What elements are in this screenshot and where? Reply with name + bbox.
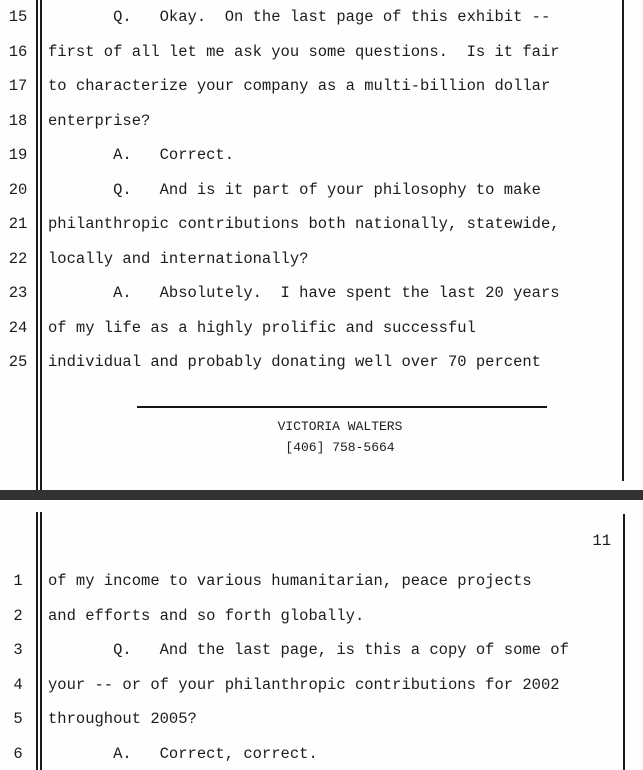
line-number: 1 [13, 572, 23, 590]
line-text: philanthropic contributions both nationally, statewide, [48, 215, 560, 233]
line-text: Q. Okay. On the last page of this exhibit -- [48, 8, 551, 26]
line-number: 21 [8, 215, 28, 233]
line-text: locally and internationally? [48, 249, 309, 268]
line-number: 23 [8, 284, 28, 302]
reporter-name: VICTORIA WALTERS [277, 419, 403, 434]
transcript-lines-top [0, 0, 643, 380]
transcript-line [0, 207, 643, 242]
reporter-signature-line [137, 406, 547, 408]
line-text: of my income to various humanitarian, peace projects [48, 572, 532, 590]
transcript-line [0, 35, 643, 70]
line-text: to characterize your company as a multi-billion dollar [48, 77, 551, 95]
transcript-line [0, 668, 643, 703]
line-number: 18 [8, 111, 28, 130]
line-number: 2 [13, 606, 23, 625]
line-number: 20 [8, 180, 28, 199]
transcript-line [0, 173, 643, 208]
line-text: A. Correct, correct. [48, 744, 318, 763]
line-text: your -- or of your philanthropic contributions for 2002 [48, 675, 560, 694]
line-number: 24 [8, 318, 28, 337]
line-number: 6 [13, 744, 23, 763]
line-text: A. Correct. [48, 146, 235, 164]
line-text: enterprise? [48, 111, 151, 130]
line-text: A. Absolutely. I have spent the last 20 years [48, 284, 560, 302]
line-number: 19 [8, 146, 28, 164]
line-text: of my life as a highly prolific and successful [48, 318, 476, 337]
transcript-line [0, 345, 643, 380]
line-number: 25 [8, 353, 28, 371]
line-number: 16 [8, 42, 28, 61]
transcript-line [0, 311, 643, 346]
transcript-line [0, 104, 643, 139]
page-bottom [0, 500, 643, 770]
line-number: 4 [13, 675, 23, 694]
transcript-line [0, 242, 643, 277]
page-number: 11 [592, 532, 611, 550]
line-text: throughout 2005? [48, 710, 197, 728]
transcript-line [0, 276, 643, 311]
line-number: 15 [8, 8, 28, 26]
line-number: 17 [8, 77, 28, 95]
transcript-line [0, 138, 643, 173]
transcript-line [0, 737, 643, 770]
line-number: 5 [13, 710, 23, 728]
line-text: individual and probably donating well over 70 percent [48, 353, 541, 371]
transcript-line [0, 0, 643, 35]
line-text: Q. And is it part of your philosophy to make [48, 180, 541, 199]
line-number: 3 [13, 641, 23, 659]
line-number: 22 [8, 249, 28, 268]
transcript-line [0, 69, 643, 104]
line-text: Q. And the last page, is this a copy of some of [48, 641, 569, 659]
page-divider-bar [0, 490, 643, 500]
reporter-phone: [406] 758-5664 [285, 440, 395, 455]
line-text: first of all let me ask you some questions. Is it fair [48, 42, 560, 61]
transcript-line [0, 564, 643, 599]
transcript-line [0, 633, 643, 668]
transcript-line [0, 599, 643, 634]
transcript-line [0, 702, 643, 737]
line-text: and efforts and so forth globally. [48, 606, 365, 625]
transcript-lines-bottom [0, 564, 643, 770]
